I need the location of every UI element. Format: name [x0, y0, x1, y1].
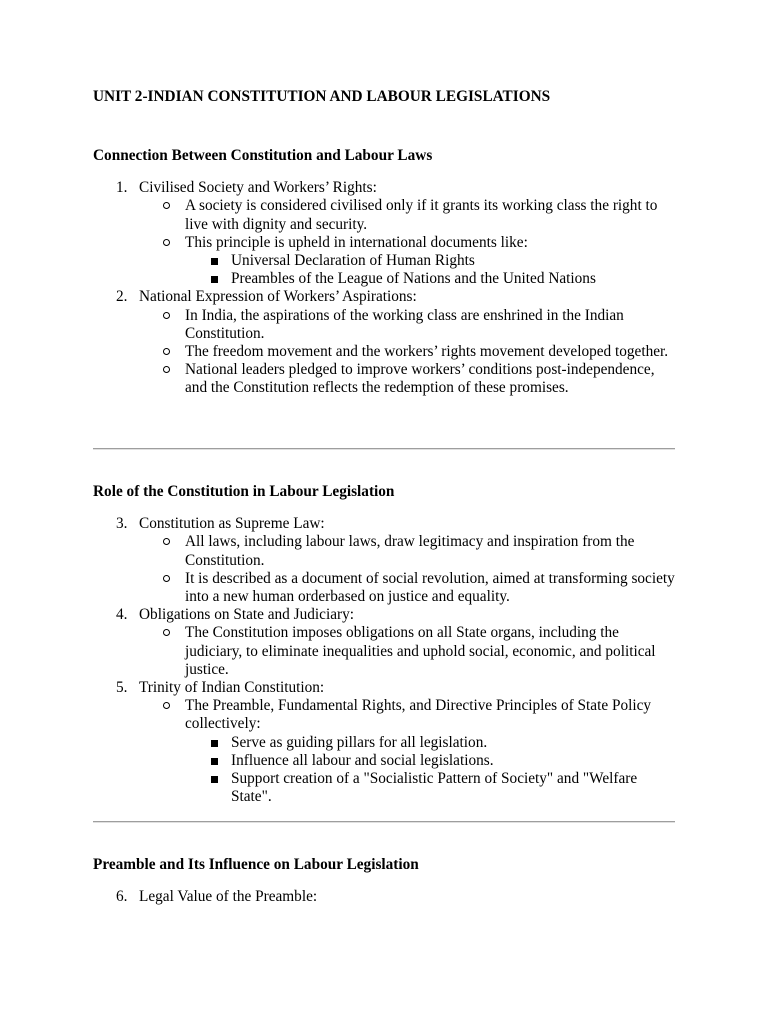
sub-list-item [139, 697, 675, 806]
sub-item-text: A society is considered civilised only if it grants its working class the right to live with dignity and security. [185, 197, 658, 233]
sub-item-text: The Constitution imposes obligations on all State organs, including the judiciary, to eliminate inequalities and uphold social, economic, and political justice. [185, 624, 656, 678]
circle-bullet-icon [163, 312, 170, 319]
sub-sub-list-item [185, 734, 675, 752]
item-number: 4. [116, 606, 128, 624]
sub-list [139, 197, 675, 288]
section-heading: Preamble and Its Influence on Labour Legislation [93, 856, 419, 873]
sub-item-text: It is described as a document of social revolution, aimed at transforming society into a new human orderbased on justice and equality. [185, 569, 675, 606]
sub-sub-item-text: Serve as guiding pillars for all legislation. [231, 733, 488, 751]
sub-sub-list-item [185, 770, 675, 806]
sub-sub-item-text: Influence all labour and social legislations. [231, 751, 494, 769]
list-item [93, 179, 675, 288]
sub-list-item [139, 234, 675, 289]
square-bullet-icon [211, 740, 218, 747]
item-number: 3. [116, 515, 128, 533]
circle-bullet-icon [163, 575, 170, 582]
circle-bullet-icon [163, 629, 170, 636]
section-heading: Role of the Constitution in Labour Legislation [93, 483, 395, 500]
document-title: UNIT 2-INDIAN CONSTITUTION AND LABOUR LEGISLATIONS [93, 88, 551, 105]
numbered-list [93, 888, 675, 906]
circle-bullet-icon [163, 239, 170, 246]
sub-list [139, 307, 675, 398]
sub-item-text: In India, the aspirations of the working class are enshrined in the Indian Constitution. [185, 306, 624, 342]
circle-bullet-icon [163, 366, 170, 373]
sub-item-text: This principle is upheld in international documents like: [185, 233, 528, 251]
sub-list [139, 624, 675, 679]
list-item [93, 679, 675, 806]
list-item [93, 606, 675, 679]
item-text: Constitution as Supreme Law: [139, 515, 325, 533]
horizontal-divider [93, 448, 675, 450]
item-text: Obligations on State and Judiciary: [139, 606, 354, 624]
list-item [93, 515, 675, 606]
item-text: Civilised Society and Workers’ Rights: [139, 179, 377, 197]
sub-sub-item-text: Support creation of a "Socialistic Pattern of Society" and "Welfare State". [231, 770, 638, 806]
sub-sub-list-item [185, 252, 675, 270]
item-number: 6. [116, 888, 128, 906]
section-role-of-constitution [93, 483, 675, 806]
item-text: Legal Value of the Preamble: [139, 888, 318, 906]
numbered-list [93, 179, 675, 397]
sub-item-text: The freedom movement and the workers’ rights movement developed together. [185, 343, 669, 361]
section-constitution-labour-connection [93, 147, 675, 398]
sub-item-text: The Preamble, Fundamental Rights, and Directive Principles of State Policy collectively: [185, 697, 652, 733]
sub-sub-list-item [185, 752, 675, 770]
section-heading: Connection Between Constitution and Labour Laws [93, 147, 433, 164]
item-text: Trinity of Indian Constitution: [139, 679, 325, 697]
sub-list [139, 533, 675, 606]
square-bullet-icon [211, 276, 218, 283]
sub-sub-list [185, 734, 675, 807]
horizontal-divider [93, 821, 675, 823]
sub-sub-list-item [185, 270, 675, 288]
item-number: 1. [116, 179, 128, 197]
square-bullet-icon [211, 258, 218, 265]
square-bullet-icon [211, 776, 218, 783]
sub-list-item [139, 197, 675, 233]
section-preamble-influence [93, 856, 675, 906]
numbered-list [93, 515, 675, 806]
sub-list-item [139, 361, 675, 397]
sub-item-text: National leaders pledged to improve workers’ conditions post-independence, and the Constitution reflects the redemption of these promises. [185, 361, 655, 397]
circle-bullet-icon [163, 538, 170, 545]
sub-sub-item-text: Preambles of the League of Nations and the United Nations [231, 270, 596, 288]
list-item [93, 288, 675, 397]
circle-bullet-icon [163, 202, 170, 209]
circle-bullet-icon [163, 348, 170, 355]
sub-list-item [139, 570, 675, 606]
item-number: 5. [116, 679, 128, 697]
sub-sub-item-text: Universal Declaration of Human Rights [231, 252, 475, 270]
sub-list-item [139, 307, 675, 343]
sub-item-text: All laws, including labour laws, draw legitimacy and inspiration from the Constitution. [185, 533, 635, 569]
sub-sub-list [185, 252, 675, 288]
list-item [93, 888, 675, 906]
item-number: 2. [116, 288, 128, 306]
sub-list-item [139, 533, 675, 569]
sub-list-item [139, 624, 675, 679]
sub-list [139, 697, 675, 806]
circle-bullet-icon [163, 702, 170, 709]
square-bullet-icon [211, 758, 218, 765]
sub-list-item [139, 343, 675, 361]
item-text: National Expression of Workers’ Aspirations: [139, 288, 417, 306]
